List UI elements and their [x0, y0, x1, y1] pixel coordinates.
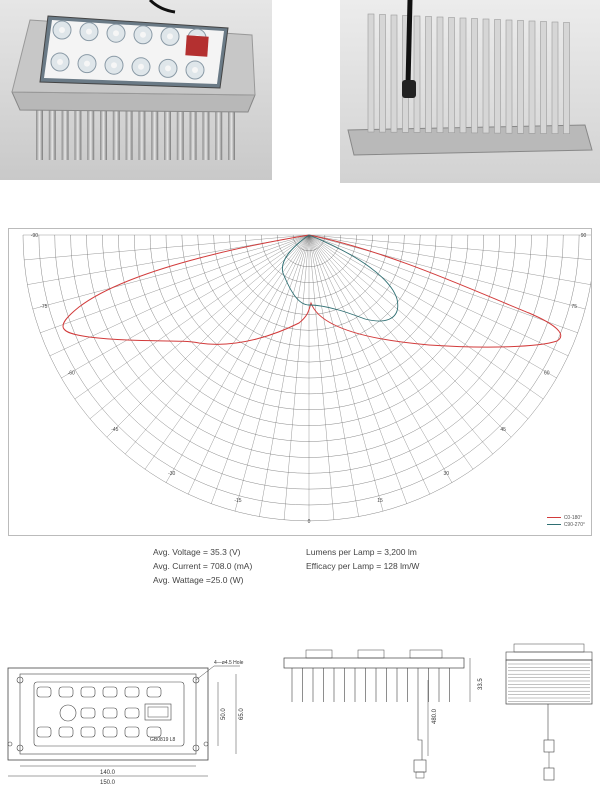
heatsink-fin [518, 21, 524, 134]
led-outline [125, 687, 139, 697]
heatsink-fin [100, 108, 107, 160]
angle-label: -45 [111, 427, 119, 434]
heatsink-fin [426, 17, 432, 133]
heatsink-fin [472, 19, 478, 133]
heatsink-fin [449, 18, 455, 133]
angle-label-center: 0 [307, 519, 311, 525]
drawing-top-view [0, 640, 250, 806]
led-lens-center [59, 27, 65, 33]
heatsink-fin [460, 18, 466, 133]
heatsink-fin [483, 19, 489, 133]
polar-grid [23, 235, 591, 521]
grid-spoke [40, 235, 309, 333]
led-outline [103, 687, 117, 697]
angle-label: 30 [443, 470, 450, 477]
angle-label: -30 [168, 470, 176, 477]
led-lens-center [86, 29, 92, 35]
led-outline [125, 708, 139, 718]
heatsink-fin [414, 16, 420, 132]
led-lens-center [192, 67, 198, 73]
dim-outer-width: 150.0 [100, 780, 116, 786]
grid-spoke [235, 235, 309, 511]
spec-current: Avg. Current = 708.0 (mA) [153, 561, 253, 571]
led-outline [125, 727, 139, 737]
photometric-specs [306, 545, 419, 573]
electrical-specs [153, 545, 252, 587]
heatsink-fin [541, 22, 547, 134]
grid-spoke [50, 235, 309, 356]
led-outline [81, 727, 95, 737]
grid-spoke [211, 235, 309, 504]
drawing-end-view [500, 640, 600, 806]
chart-legend [547, 515, 585, 529]
product-photo-back [340, 0, 600, 183]
spec-efficacy: Efficacy per Lamp = 128 lm/W [306, 561, 420, 571]
heatsink-fin [495, 20, 501, 134]
heatsink-fin [380, 15, 386, 133]
heatsink-fin [177, 108, 184, 160]
led-outline [81, 687, 95, 697]
heatsink-fin [552, 22, 558, 134]
angle-label: 60 [543, 370, 550, 377]
spec-wattage: Avg. Wattage =25.0 (W) [153, 575, 244, 585]
dim-inner-width: 140.0 [100, 770, 116, 776]
drawing-side-view [270, 640, 495, 806]
product-photo-front [0, 0, 272, 180]
heatsink-fin [36, 108, 43, 160]
angle-label: -75 [40, 304, 48, 311]
led-lens-center [165, 65, 171, 71]
board-text: GB0819 L8 [150, 737, 176, 743]
polar-intensity-chart [8, 228, 592, 536]
heatsink-fin [126, 108, 133, 160]
grid-spoke [309, 235, 578, 333]
led-lens-center [167, 33, 173, 39]
heatsink-fin [49, 108, 56, 160]
heatsink-fin [228, 108, 235, 160]
led-outline [59, 727, 73, 737]
angle-label: -90 [30, 233, 39, 239]
legend-label-c90: C90-270° [563, 522, 585, 528]
heatsink-fin [87, 108, 94, 160]
heatsink-fin [164, 108, 171, 160]
dim-outer-height: 65.0 [239, 708, 245, 720]
led-outline [147, 687, 161, 697]
dim-inner-height: 50.0 [221, 708, 227, 720]
legend-label-c0: C0-180° [563, 515, 583, 521]
grid-spoke [188, 235, 309, 494]
angle-label: 90 [580, 233, 587, 239]
grid-spoke [309, 235, 407, 504]
heatsink-fin [138, 108, 145, 160]
led-lens-center [84, 61, 90, 67]
led-lens-center [111, 62, 117, 68]
heatsink-fin [151, 108, 158, 160]
heatsink-fin [113, 108, 120, 160]
led-lens-center [57, 59, 63, 65]
dim-cable-length: 480.0 [432, 708, 438, 724]
heatsink-fin [368, 14, 374, 132]
heatsink-fin [529, 21, 535, 133]
heatsink-fin [190, 108, 197, 160]
led-outline [37, 687, 51, 697]
grid-spoke [309, 235, 383, 511]
angle-label: 75 [571, 304, 577, 311]
heatsink-fin [437, 17, 443, 133]
led-outline [37, 727, 51, 737]
spec-voltage: Avg. Voltage = 35.3 (V) [153, 547, 241, 557]
led-outline [103, 708, 117, 718]
led-lens-center [113, 30, 119, 36]
legend-swatch-c90 [547, 524, 561, 525]
heatsink-fin [62, 108, 69, 160]
heatsink-fin [74, 108, 81, 160]
grid-spoke [309, 235, 585, 309]
led-outline [147, 727, 161, 737]
angle-label: 15 [377, 498, 383, 505]
grid-spoke [309, 235, 591, 260]
angle-label: 45 [500, 427, 506, 434]
heatsink-fin [391, 15, 397, 132]
led-outline [59, 687, 73, 697]
heatsink-fin [215, 108, 222, 160]
heatsink-fin [202, 108, 209, 160]
angle-label: -60 [67, 370, 75, 377]
legend-swatch-c0 [547, 517, 561, 518]
grid-spoke [309, 235, 430, 494]
dim-heatsink-height: 33.5 [478, 678, 484, 690]
hole-label: 4—ø4.5 Hole [214, 660, 244, 666]
led-outline [81, 708, 95, 718]
heatsink-fin [506, 20, 512, 133]
led-lens-center [138, 64, 144, 70]
led-lens-center [140, 32, 146, 38]
led-outline [103, 727, 117, 737]
spec-lumens: Lumens per Lamp = 3,200 lm [306, 547, 417, 557]
heatsink-fin [564, 23, 570, 134]
angle-label: -15 [234, 498, 242, 505]
